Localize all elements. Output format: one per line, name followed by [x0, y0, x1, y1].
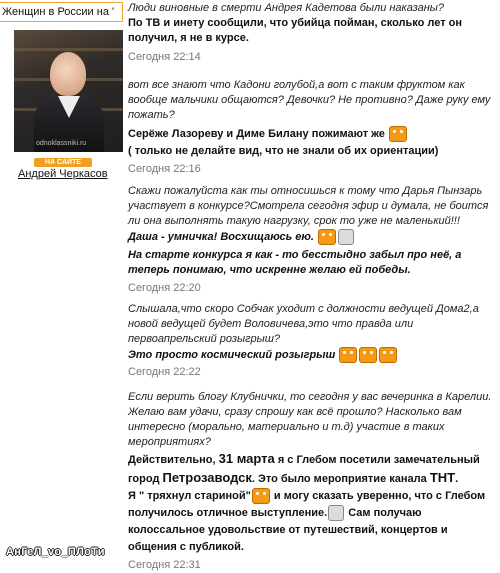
question-text: Если верить блогу Клубнички, то сегодня у вас вечеринка в Карелии. Желаю вам удачи, сразу спрошу как всё прошло? Насколько вам интересно (морально, материально и т.д) участие в таких мероприятиях?: [128, 391, 492, 448]
answer-text-part: Это просто космический розыгрыш: [128, 348, 336, 361]
sidebar-top-label[interactable]: Женщин в России на ': [0, 2, 123, 22]
username-link[interactable]: Андрей Черкасов: [18, 168, 108, 180]
timestamp: Сегодня 22:14: [128, 51, 201, 63]
photo-shelf: [14, 48, 123, 51]
question-text: Люди виновные в смерти Андрея Кадетова были наказаны?: [128, 2, 444, 14]
timestamp: Сегодня 22:31: [128, 559, 201, 571]
avatar[interactable]: [14, 30, 123, 152]
qa-entry: [128, 390, 498, 573]
answer-text-part: . Это было мероприятие канала: [251, 473, 427, 485]
question-text: вот все знают что Кадони голубой,а вот с таким фруктом как вообще мальчики общаются? Девочки? Не противно? Даже руку ему пожать?: [128, 79, 491, 121]
qa-entry: [128, 302, 498, 380]
smiley-icon: [339, 347, 357, 363]
answer-text-part: Серёже Лазореву и Диме Билану пожимают же: [128, 127, 385, 140]
answer-text-part: Сам получаю колоссальное удовольствие от путешествий, концертов и общения с публикой.: [128, 507, 448, 553]
photo-watermark: odnoklassniki.ru: [36, 140, 87, 147]
answer-text: На старте конкурса я как - то бесстыдно забыл про неё, а теперь понимаю, что искренне желаю ей победы.: [128, 249, 462, 276]
timestamp: Сегодня 22:20: [128, 282, 201, 294]
thumbs-up-icon: [338, 229, 354, 245]
thumbs-up-icon: [328, 505, 344, 521]
answer-text-part: я с Глебом посетили замечательный город: [128, 454, 480, 485]
signature-watermark: АнГеЛ_vo_ПЛоТи: [6, 546, 105, 558]
answer-text: [128, 126, 498, 142]
answer-text: ( только не делайте вид, что не знали об их ориентации): [128, 145, 439, 157]
answer-channel: ТНТ: [429, 470, 456, 485]
timestamp: Сегодня 22:16: [128, 163, 201, 175]
qa-entry: [128, 1, 498, 65]
online-badge: НА САЙТЕ: [34, 158, 92, 167]
smiley-icon: [389, 126, 407, 142]
question-text: Скажи пожалуйста как ты относишься к тому что Дарья Пынзарь участвует в конкурсе?Смотрела сегодня эфир и думала, не боится ли она выполнять такую нагрузку, срок то уже не маленький!!!: [128, 185, 489, 227]
qa-entry: [128, 184, 498, 296]
smiley-icon: [359, 347, 377, 363]
answer-text-part: Действительно,: [128, 454, 216, 466]
smiley-icon: [379, 347, 397, 363]
answer-text-part: Даша - умничка! Восхищаюсь ею.: [128, 230, 314, 243]
answer-text-part: и могу сказать уверенно, что с Глебом получилось отличное выступление.: [128, 490, 486, 519]
answer-text: [128, 229, 498, 245]
answer-text-part: Я " тряхнул стариной": [128, 490, 251, 502]
answer-city: Петрозаводск: [162, 470, 252, 485]
question-text: Слышала,что скоро Собчак уходит с должности ведущей Дома2,а новой ведущей будет Воловичева,это что правда или первоапрельский розыгрыш?: [128, 303, 479, 345]
timestamp: Сегодня 22:22: [128, 366, 201, 378]
smiley-icon: [252, 488, 270, 504]
answer-text: [128, 347, 498, 363]
answer-text: По ТВ и инету сообщили, что убийца пойман, сколько лет он получил, я не в курсе.: [128, 17, 463, 44]
answer-text-part: .: [455, 473, 459, 485]
photo-person-head: [50, 52, 86, 96]
smiley-icon: [318, 229, 336, 245]
qa-entry: [128, 78, 498, 177]
answer-date: 31 марта: [218, 451, 275, 466]
answer-text: [128, 450, 498, 556]
